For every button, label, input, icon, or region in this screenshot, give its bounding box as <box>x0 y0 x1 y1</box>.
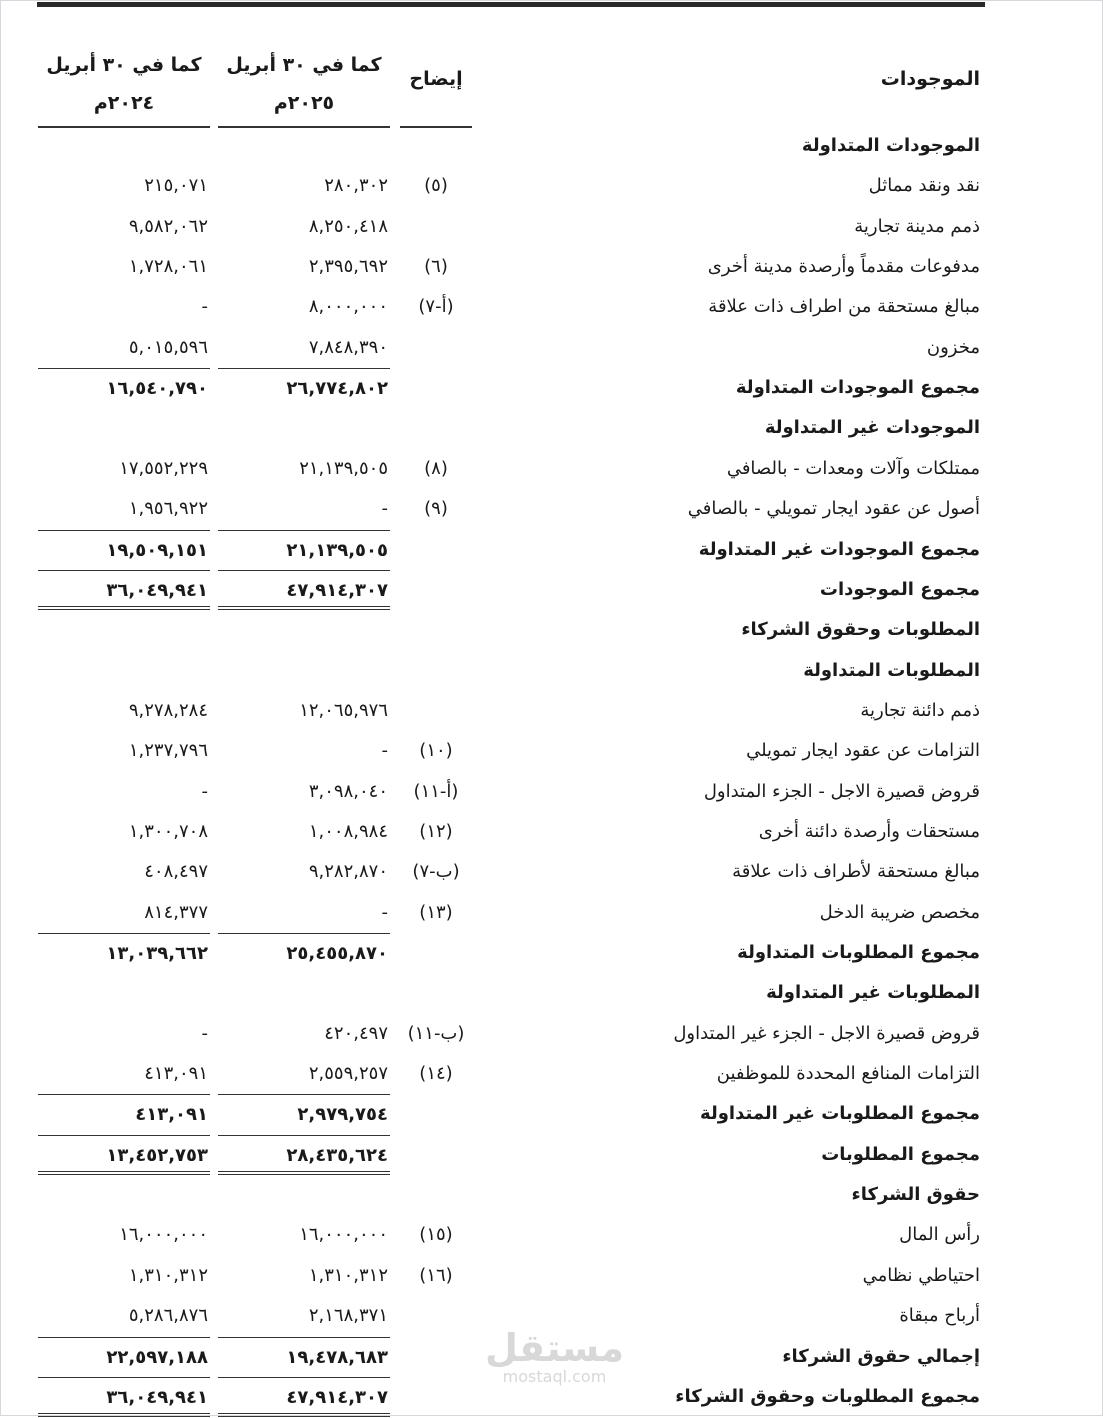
row-value-2024: ١٩,٥٠٩,١٥١ <box>38 530 210 571</box>
table-row <box>0 610 1103 650</box>
row-value-2024: ١٧,٥٥٢,٢٢٩ <box>119 458 208 479</box>
row-value-2025: ٨,٠٠٠,٠٠٠ <box>308 296 388 317</box>
row-label: مخصص ضريبة الدخل <box>819 902 980 923</box>
table-row <box>0 408 1103 448</box>
row-value-2025: ٢,٩٧٩,٧٥٤ <box>218 1094 390 1135</box>
table-row <box>0 207 1103 247</box>
table-row <box>0 973 1103 1013</box>
row-value-2025: ٢٨,٤٣٥,٦٢٤ <box>218 1135 390 1175</box>
row-value-2025: ٣,٠٩٨,٠٤٠ <box>308 781 388 802</box>
row-value-2024: ١,٣٠٠,٧٠٨ <box>128 821 208 842</box>
header-note: إيضاح <box>409 68 463 90</box>
header-2024-line1: كما في ٣٠ أبريل <box>46 54 202 76</box>
table-row <box>0 1094 1103 1134</box>
header-2025-line2: ٢٠٢٥م <box>273 92 335 114</box>
row-label: مجموع الموجودات المتداولة <box>735 377 980 398</box>
row-value-2025: ٢,١٦٨,٣٧١ <box>308 1305 388 1326</box>
row-note: (١٠) <box>419 740 453 761</box>
row-label: مبالغ مستحقة لأطراف ذات علاقة <box>732 861 980 882</box>
watermark <box>485 1328 624 1386</box>
row-note: (ب-٧) <box>412 861 460 882</box>
row-label: الموجودات المتداولة <box>801 135 980 156</box>
row-value-2024: ٩,٥٨٢,٠٦٢ <box>128 216 208 237</box>
row-value-2025: ١٦,٠٠٠,٠٠٠ <box>299 1224 388 1245</box>
row-value-2025: ١,٠٠٨,٩٨٤ <box>308 821 388 842</box>
table-row <box>0 731 1103 771</box>
row-label: مخزون <box>926 337 980 358</box>
row-value-2024: ٥,٢٨٦,٨٧٦ <box>128 1305 208 1326</box>
row-value-2025: ١٩,٤٧٨,٦٨٣ <box>218 1337 390 1378</box>
row-label: مجموع المطلوبات المتداولة <box>737 942 980 963</box>
table-row <box>0 530 1103 570</box>
row-label: إجمالي حقوق الشركاء <box>782 1346 980 1367</box>
row-label: المطلوبات وحقوق الشركاء <box>741 619 980 640</box>
table-row <box>0 1215 1103 1255</box>
row-value-2025: ٢٥,٤٥٥,٨٧٠ <box>218 933 390 974</box>
row-note: (٦) <box>424 256 448 277</box>
row-label: مجموع المطلوبات غير المتداولة <box>700 1103 980 1124</box>
row-value-2025: ٤٧,٩١٤,٣٠٧ <box>218 570 390 610</box>
row-label: قروض قصيرة الاجل - الجزء غير المتداول <box>673 1023 980 1044</box>
row-value-2025: ٢٨٠,٣٠٢ <box>324 175 388 196</box>
row-label: ذمم مدينة تجارية <box>854 216 980 237</box>
table-row <box>0 893 1103 933</box>
table-row <box>0 489 1103 529</box>
row-value-2025: - <box>381 498 388 519</box>
row-label: احتياطي نظامي <box>862 1265 980 1286</box>
row-value-2024: ٢١٥,٠٧١ <box>144 175 208 196</box>
row-label: أصول عن عقود ايجار تمويلي - بالصافي <box>687 498 980 519</box>
table-row <box>0 166 1103 206</box>
row-value-2025: ٤٢٠,٤٩٧ <box>324 1023 388 1044</box>
row-value-2025: ٢,٣٩٥,٦٩٢ <box>308 256 388 277</box>
row-label: مدفوعات مقدماً وأرصدة مدينة أخرى <box>707 256 980 277</box>
row-label: مجموع المطلوبات <box>821 1144 980 1165</box>
row-value-2024: ١٣,٤٥٢,٧٥٣ <box>38 1135 210 1175</box>
watermark-latin: mostaql.com <box>502 1367 607 1386</box>
table-row <box>0 449 1103 489</box>
table-row <box>0 1014 1103 1054</box>
row-label: مستحقات وأرصدة دائنة أخرى <box>758 821 980 842</box>
row-label: مجموع المطلوبات وحقوق الشركاء <box>675 1386 980 1407</box>
row-value-2024: ٤١٣,٠٩١ <box>144 1063 208 1084</box>
table-row <box>0 368 1103 408</box>
row-value-2024: ٥,٠١٥,٥٩٦ <box>128 337 208 358</box>
row-label: أرباح مبقاة <box>899 1305 980 1326</box>
row-label: مجموع الموجودات <box>819 579 980 600</box>
row-label: حقوق الشركاء <box>851 1184 980 1205</box>
row-value-2024: ٤٠٨,٤٩٧ <box>144 861 208 882</box>
row-value-2025: ٩,٢٨٢,٨٧٠ <box>308 861 388 882</box>
row-label: التزامات المنافع المحددة للموظفين <box>716 1063 980 1084</box>
row-note: (١٣) <box>419 902 453 923</box>
table-row <box>0 126 1103 166</box>
table-row <box>0 651 1103 691</box>
row-note: (٨) <box>424 458 448 479</box>
row-note: (٩) <box>424 498 448 519</box>
row-value-2024: ١٣,٠٣٩,٦٦٢ <box>38 933 210 974</box>
row-value-2024: ١٦,٠٠٠,٠٠٠ <box>119 1224 208 1245</box>
row-value-2025: ٤٧,٩١٤,٣٠٧ <box>218 1377 390 1417</box>
row-note: (١٤) <box>419 1063 453 1084</box>
table-row <box>0 1135 1103 1175</box>
row-note: (١٢) <box>419 821 453 842</box>
header-2024-line2: ٢٠٢٤م <box>93 92 155 114</box>
row-value-2024: ١,٩٥٦,٩٢٢ <box>128 498 208 519</box>
row-value-2024: ٣٦,٠٤٩,٩٤١ <box>38 570 210 610</box>
row-value-2025: ٢,٥٥٩,٢٥٧ <box>308 1063 388 1084</box>
table-row <box>0 328 1103 368</box>
row-value-2024: ٩,٢٧٨,٢٨٤ <box>128 700 208 721</box>
row-value-2025: ٢٦,٧٧٤,٨٠٢ <box>218 368 390 409</box>
row-value-2024: ٤١٣,٠٩١ <box>38 1094 210 1135</box>
row-value-2025: ٢١,١٣٩,٥٠٥ <box>299 458 388 479</box>
table-row <box>0 852 1103 892</box>
row-value-2024: - <box>201 296 208 317</box>
table-row <box>0 247 1103 287</box>
row-value-2024: - <box>201 1023 208 1044</box>
row-value-2025: ١,٣١٠,٣١٢ <box>308 1265 388 1286</box>
watermark-arabic: مستقل <box>485 1326 624 1370</box>
row-value-2025: ٢١,١٣٩,٥٠٥ <box>218 530 390 571</box>
row-label: قروض قصيرة الاجل - الجزء المتداول <box>703 781 980 802</box>
header-2025 <box>218 46 390 122</box>
table-row <box>0 812 1103 852</box>
header-assets-title: الموجودات <box>880 68 980 90</box>
row-value-2025: ٧,٨٤٨,٣٩٠ <box>308 337 388 358</box>
row-label: ممتلكات وآلات ومعدات - بالصافي <box>726 458 980 479</box>
row-value-2024: - <box>201 781 208 802</box>
table-row <box>0 1256 1103 1296</box>
row-note: (١٥) <box>419 1224 453 1245</box>
row-label: الموجودات غير المتداولة <box>764 417 980 438</box>
row-value-2024: ١,٧٢٨,٠٦١ <box>128 256 208 277</box>
row-label: ذمم دائنة تجارية <box>860 700 980 721</box>
row-label: نقد ونقد مماثل <box>868 175 980 196</box>
row-label: التزامات عن عقود ايجار تمويلي <box>746 740 980 761</box>
table-row <box>0 1054 1103 1094</box>
header-2025-line1: كما في ٣٠ أبريل <box>226 54 382 76</box>
row-value-2024: ١,٣١٠,٣١٢ <box>128 1265 208 1286</box>
row-note: (ب-١١) <box>407 1023 465 1044</box>
row-label: المطلوبات المتداولة <box>803 660 980 681</box>
table-row <box>0 691 1103 731</box>
header-2024 <box>38 46 210 122</box>
row-value-2024: ١٦,٥٤٠,٧٩٠ <box>38 368 210 409</box>
row-label: مجموع الموجودات غير المتداولة <box>698 539 980 560</box>
table-row <box>0 1175 1103 1215</box>
row-note: (أ-١١) <box>413 781 459 802</box>
row-value-2025: ٨,٢٥٠,٤١٨ <box>308 216 388 237</box>
row-label: المطلوبات غير المتداولة <box>766 982 980 1003</box>
row-value-2024: ٢٢,٥٩٧,١٨٨ <box>38 1337 210 1378</box>
row-note: (٥) <box>424 175 448 196</box>
row-value-2025: - <box>381 740 388 761</box>
row-label: رأس المال <box>899 1224 980 1245</box>
row-value-2024: ٣٦,٠٤٩,٩٤١ <box>38 1377 210 1417</box>
row-label: مبالغ مستحقة من اطراف ذات علاقة <box>708 296 980 317</box>
row-value-2025: ١٢,٠٦٥,٩٧٦ <box>299 700 388 721</box>
top-rule <box>37 2 985 7</box>
table-row <box>0 933 1103 973</box>
table-row <box>0 772 1103 812</box>
row-value-2024: ٨١٤,٣٧٧ <box>144 902 208 923</box>
table-row <box>0 570 1103 610</box>
row-value-2025: - <box>381 902 388 923</box>
table-row <box>0 287 1103 327</box>
row-note: (أ-٧) <box>418 296 454 317</box>
row-note: (١٦) <box>419 1265 453 1286</box>
row-value-2024: ١,٢٣٧,٧٩٦ <box>128 740 208 761</box>
